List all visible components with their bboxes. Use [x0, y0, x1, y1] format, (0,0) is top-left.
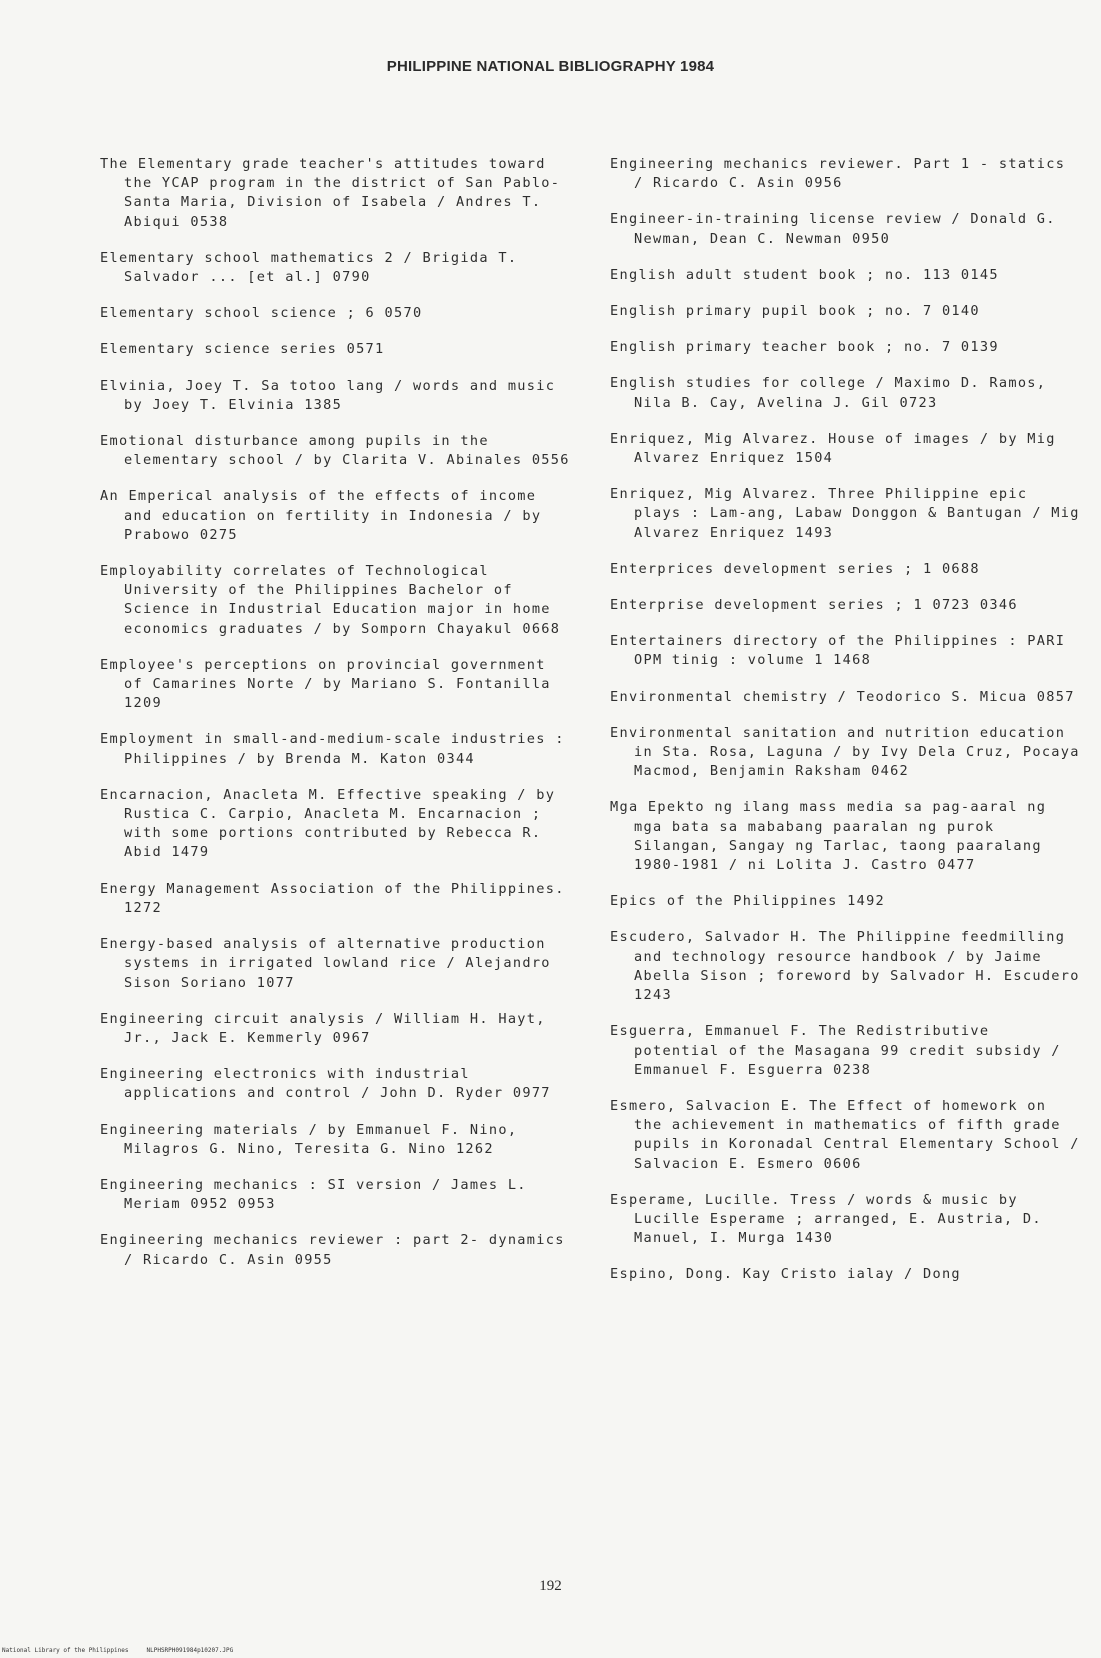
bibliography-entry: Mga Epekto ng ilang mass media sa pag-aaral ng mga bata sa mababang paaralan ng purok Silangan, Sangay ng Tarlac, taong paaralang 1980-1981 / ni Lolita J. Castro 0477 — [610, 799, 1056, 874]
bibliography-entry: Escudero, Salvador H. The Philippine feedmilling and technology resource handbook / by Jaime Abella Sison ; foreword by Salvador H. Escudero 1243 — [610, 929, 1090, 1004]
bibliography-entry: Esmero, Salvacion E. The Effect of homework on the achievement in mathematics of fifth grade pupils in Koronadal Central Elementary School / Salvacion E. Esmero 0606 — [610, 1097, 1090, 1172]
bibliography-entry: English primary teacher book ; no. 7 0139 — [610, 339, 999, 356]
bibliography-entry: Employment in small-and-medium-scale industries : Philippines / by Brenda M. Katon 0344 — [100, 731, 575, 767]
footer-filename: NLPHSRPH091984p10207.JPG — [146, 1647, 234, 1654]
page-number: 192 — [539, 1578, 562, 1594]
left-column — [100, 155, 575, 1287]
bibliography-entry: Enterprices development series ; 1 0688 — [610, 560, 980, 577]
bibliography-entry: Enterprise development series ; 1 0723 0346 — [610, 597, 1018, 614]
footer-source: National Library of the Philippines — [2, 1647, 129, 1654]
bibliography-entry: Engineering circuit analysis / William H. Hayt, Jr., Jack E. Kemmerly 0967 — [100, 1010, 556, 1046]
bibliography-entry: Emotional disturbance among pupils in the elementary school / by Clarita V. Abinales 0556 — [100, 433, 570, 469]
bibliography-entry: The Elementary grade teacher's attitudes toward the YCAP program in the district of San Pablo-Santa Maria, Division of Isabela / Andres T. Abiqui 0538 — [100, 156, 561, 230]
bibliography-entry: Elementary school mathematics 2 / Brigida T. Salvador ... [et al.] 0790 — [100, 249, 527, 286]
bibliography-entry: Engineering mechanics reviewer. Part 1 - statics / Ricardo C. Asin 0956 — [610, 156, 1075, 192]
bibliography-entry: Engineering mechanics : SI version / James L. Meriam 0952 0953 — [100, 1176, 537, 1213]
bibliography-entry: Engineering mechanics reviewer : part 2- dynamics / Ricardo C. Asin 0955 — [100, 1232, 575, 1268]
right-column — [610, 155, 1090, 1302]
page-title: PHILIPPINE NATIONAL BIBLIOGRAPHY 1984 — [386, 58, 715, 75]
bibliography-entry: Engineer-in-training license review / Donald G. Newman, Dean C. Newman 0950 — [610, 211, 1066, 247]
bibliography-entry: Engineering materials / by Emmanuel F. Nino, Milagros G. Nino, Teresita G. Nino 1262 — [100, 1121, 527, 1157]
bibliography-entry: Environmental sanitation and nutrition education in Sta. Rosa, Laguna / by Ivy Dela Cruz, Pocaya Macmod, Benjamin Raksham 0462 — [610, 724, 1090, 780]
bibliography-entry: English studies for college / Maximo D. Ramos, Nila B. Cay, Avelina J. Gil 0723 — [610, 375, 1056, 411]
bibliography-entry: Esperame, Lucille. Tress / words & music by Lucille Esperame ; arranged, E. Austria, D. Manuel, I. Murga 1430 — [610, 1191, 1052, 1247]
bibliography-entry: English adult student book ; no. 113 0145 — [610, 266, 999, 283]
bibliography-entry: English primary pupil book ; no. 7 0140 — [610, 303, 980, 320]
bibliography-entry: Energy-based analysis of alternative production systems in irrigated lowland rice / Alejandro Sison Soriano 1077 — [100, 936, 561, 991]
bibliography-entry: Enriquez, Mig Alvarez. House of images / by Mig Alvarez Enriquez 1504 — [610, 430, 1066, 467]
bibliography-entry: Elementary school science ; 6 0570 — [100, 305, 423, 322]
bibliography-entry: Employability correlates of Technological University of the Philippines Bachelor of Science in Industrial Education major in home economics graduates / by Somporn Chayakul 0668 — [100, 563, 561, 637]
bibliography-entry: Employee's perceptions on provincial government of Camarines Norte / by Mariano S. Fontanilla 1209 — [100, 656, 561, 712]
bibliography-entry: Enriquez, Mig Alvarez. Three Philippine epic plays : Lam-ang, Labaw Donggon & Bantugan / Mig Alvarez Enriquez 1493 — [610, 486, 1090, 541]
bibliography-entry: Engineering electronics with industrial applications and control / John D. Ryder 0977 — [100, 1066, 551, 1102]
bibliography-entry: An Emperical analysis of the effects of income and education on fertility in Indonesia / by Prabowo 0275 — [100, 488, 551, 543]
bibliography-entry: Energy Management Association of the Philippines. 1272 — [100, 880, 575, 916]
bibliography-entry: Espino, Dong. Kay Cristo ialay / Dong — [610, 1266, 961, 1283]
bibliography-entry: Elementary science series 0571 — [100, 341, 385, 358]
bibliography-entry: Epics of the Philippines 1492 — [610, 893, 886, 910]
scan-footer — [2, 1647, 233, 1654]
bibliography-entry: Elvinia, Joey T. Sa totoo lang / words and music by Joey T. Elvinia 1385 — [100, 377, 565, 413]
bibliography-entry: Environmental chemistry / Teodorico S. Micua 0857 — [610, 688, 1075, 705]
bibliography-entry: Encarnacion, Anacleta M. Effective speaking / by Rustica C. Carpio, Anacleta M. Encarnacion ; with some portions contributed by Rebecca R. Abid 1479 — [100, 786, 565, 861]
bibliography-entry: Entertainers directory of the Philippines : PARI OPM tinig : volume 1 1468 — [610, 633, 1075, 669]
bibliography-entry: Esguerra, Emmanuel F. The Redistributive potential of the Masagana 99 credit subsidy / Emmanuel F. Esguerra 0238 — [610, 1023, 1071, 1078]
